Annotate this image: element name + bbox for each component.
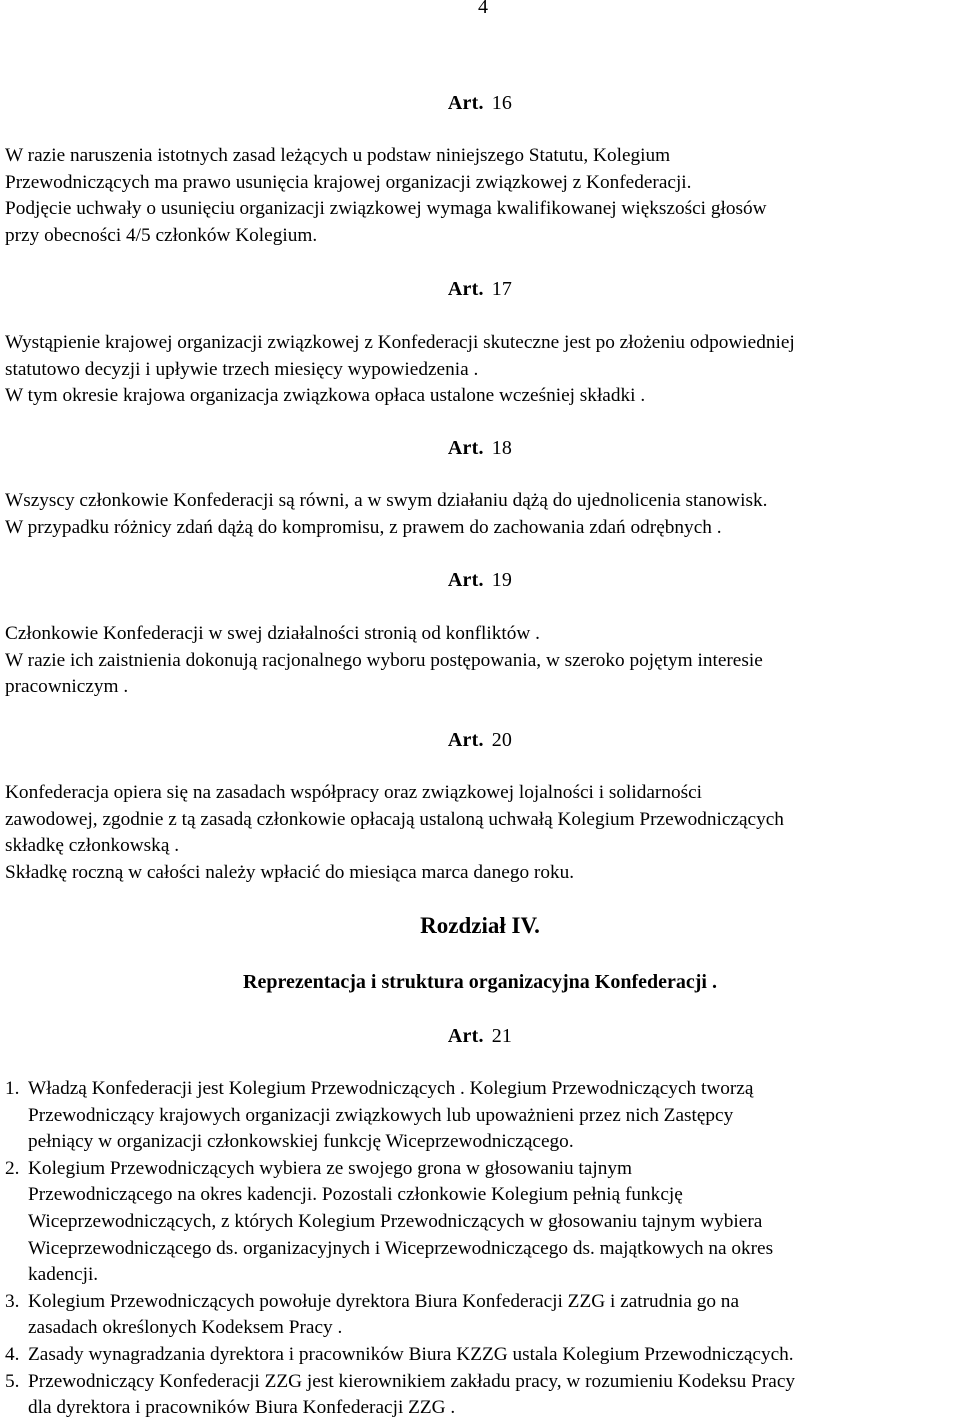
text-line: Konfederacja opiera się na zasadach współpracy oraz związkowej lojalności i solidarności [5, 782, 703, 803]
list-item-number: 3. [5, 1290, 20, 1312]
article-16-text [5, 143, 955, 249]
text-line: Wystąpienie krajowej organizacji związkowej z Konfederacji skuteczne jest po złożeniu odpowiedniej [5, 332, 795, 353]
text-line: Wszyscy członkowie Konfederacji są równi, a w swym działaniu dążą do ujednolicenia stanowisk. [5, 490, 768, 511]
article-label: Art. [447, 278, 484, 300]
chapter-subtitle: Reprezentacja i struktura organizacyjna Konfederacji . [243, 971, 717, 993]
text-line: Przewodniczących ma prawo usunięcia krajowej organizacji związkowej z Konfederacji. [5, 171, 692, 193]
text-line: W razie naruszenia istotnych zasad leżących u podstaw niniejszego Statutu, Kolegium [5, 145, 671, 166]
article-number: 20 [491, 729, 513, 751]
article-number: 19 [491, 569, 513, 591]
article-19-heading [0, 569, 960, 592]
text-line: Przewodniczący Konfederacji ZZG jest kierownikiem zakładu pracy, w rozumieniu Kodeksu Pracy [28, 1370, 796, 1392]
article-21-heading [0, 1025, 960, 1048]
article-20-heading [0, 729, 960, 752]
article-21-list [5, 1076, 955, 1422]
text-line: Kolegium Przewodniczących wybiera ze swojego grona w głosowaniu tajnym [28, 1157, 632, 1179]
article-17-text [5, 330, 955, 410]
text-line: zasadach określonych Kodeksem Pracy . [28, 1317, 343, 1339]
text-line: statutowo decyzji i upływie trzech miesięcy wypowiedzenia . [5, 358, 479, 380]
text-line: Władzą Konfederacji jest Kolegium Przewodniczących . Kolegium Przewodniczących tworzą [28, 1078, 754, 1099]
text-line: Podjęcie uchwały o usunięciu organizacji związkowej wymaga kwalifikowanej większości głosów [5, 198, 767, 220]
text-line: dla dyrektora i pracowników Biura Konfederacji ZZG . [28, 1397, 456, 1419]
article-label: Art. [447, 1025, 484, 1047]
text-line: zawodowej, zgodnie z tą zasadą członkowie opłacają ustaloną uchwałą Kolegium Przewodniczących [5, 808, 784, 830]
text-line: Kolegium Przewodniczących powołuje dyrektora Biura Konfederacji ZZG i zatrudnia go na [28, 1290, 740, 1312]
article-18-text [5, 488, 955, 541]
article-number: 18 [491, 437, 513, 459]
list-item-number: 4. [5, 1343, 20, 1365]
chapter-title: Rozdział IV. [420, 913, 540, 938]
text-line: Wiceprzewodniczących, z których Kolegium Przewodniczących w głosowaniu tajnym wybiera [28, 1210, 763, 1232]
article-20-text [5, 780, 955, 886]
article-19-text [5, 621, 955, 701]
article-label: Art. [447, 437, 484, 459]
page-number: 4 [478, 0, 488, 18]
article-number: 21 [491, 1025, 513, 1047]
text-line: W przypadku różnicy zdań dążą do kompromisu, z prawem do zachowania zdań odrębnych . [5, 516, 722, 538]
text-line: W tym okresie krajowa organizacja związkowa opłaca ustalone wcześniej składki . [5, 385, 646, 407]
article-number: 17 [491, 278, 513, 300]
text-line: Składkę roczną w całości należy wpłacić do miesiąca marca danego roku. [5, 861, 575, 883]
list-item-number: 2. [5, 1157, 20, 1179]
article-18-heading [0, 437, 960, 460]
article-label: Art. [447, 729, 484, 751]
list-item [5, 1289, 955, 1342]
text-line: kadencji. [28, 1264, 99, 1286]
list-item-number: 5. [5, 1370, 20, 1392]
list-item-number: 1. [5, 1078, 20, 1099]
article-label: Art. [447, 569, 484, 591]
list-item [5, 1076, 955, 1156]
text-line: Wiceprzewodniczącego ds. organizacyjnych i Wiceprzewodniczącego ds. majątkowych na okres [28, 1237, 774, 1259]
list-item [5, 1342, 955, 1369]
text-line: Zasady wynagradzania dyrektora i pracowników Biura KZZG ustala Kolegium Przewodniczących. [28, 1343, 794, 1365]
text-line: składkę członkowską . [5, 835, 180, 857]
article-16-heading [0, 92, 960, 115]
text-line: Przewodniczący krajowych organizacji związkowych lub upoważnieni przez nich Zastępcy [28, 1104, 734, 1126]
list-item [5, 1369, 955, 1422]
text-line: pracowniczym . [5, 676, 129, 698]
list-item [5, 1156, 955, 1289]
text-line: W razie ich zaistnienia dokonują racjonalnego wyboru postępowania, w szeroko pojętym interesie [5, 649, 763, 671]
article-label: Art. [447, 92, 484, 114]
text-line: przy obecności 4/5 członków Kolegium. [5, 224, 318, 246]
text-line: Przewodniczącego na okres kadencji. Pozostali członkowie Kolegium pełnią funkcję [28, 1184, 683, 1206]
article-number: 16 [491, 92, 513, 114]
text-line: pełniący w organizacji członkowskiej funkcję Wiceprzewodniczącego. [28, 1131, 574, 1153]
article-17-heading [0, 278, 960, 301]
text-line: Członkowie Konfederacji w swej działalności stronią od konfliktów . [5, 623, 540, 644]
